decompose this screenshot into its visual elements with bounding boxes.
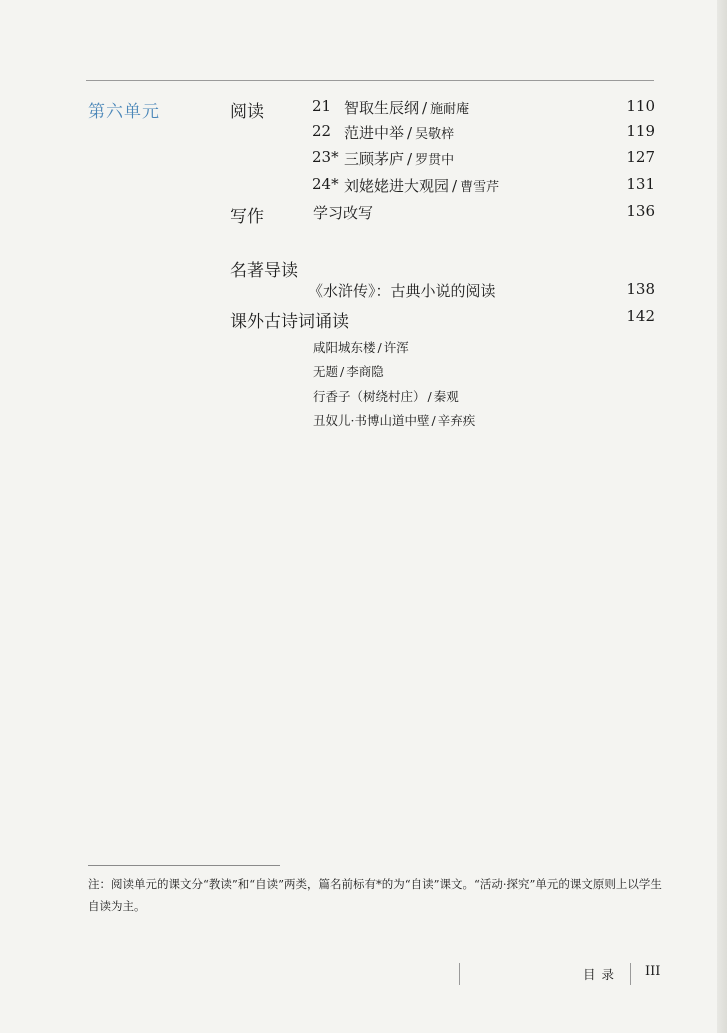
separator: / <box>377 340 382 355</box>
lesson-number: 21 <box>312 97 332 115</box>
top-rule <box>86 80 654 81</box>
lesson-author: 施耐庵 <box>430 102 470 117</box>
lesson-entry[interactable] <box>344 97 469 118</box>
separator: / <box>407 150 413 168</box>
poem-entry[interactable] <box>313 387 459 405</box>
lesson-entry[interactable] <box>344 122 454 143</box>
page-number: 119 <box>626 122 655 140</box>
lesson-number: 23* <box>312 148 339 166</box>
lesson-title: 三顾茅庐 <box>344 150 405 168</box>
separator: / <box>407 124 413 142</box>
writing-title[interactable]: 学习改写 <box>313 204 374 222</box>
lesson-title: 刘姥姥进大观园 <box>344 177 450 195</box>
lesson-title: 智取生辰纲 <box>344 99 420 117</box>
poem-title: 咸阳城东楼 <box>313 340 376 355</box>
footer-title: 目录 <box>583 967 621 982</box>
page-number: 131 <box>626 175 655 193</box>
poem-title: 丑奴儿·书博山道中壁 <box>313 413 430 428</box>
page-number: 138 <box>626 280 655 298</box>
poem-author: 许浑 <box>383 340 409 355</box>
lesson-author: 罗贯中 <box>415 153 455 168</box>
footnote: 注：阅读单元的课文分“教读”和“自读”两类，篇名前标有*的为“自读”课文。“活动·探究”单元的课文原则上以学生自读为主。 <box>88 877 662 913</box>
poem-author: 秦观 <box>433 389 459 404</box>
lesson-title: 范进中举 <box>344 124 405 142</box>
section-poetry: 课外古诗词诵读 <box>230 312 349 332</box>
section-writing: 写作 <box>230 207 264 227</box>
poem-title: 行香子（树绕村庄） <box>313 389 426 404</box>
poem-entry[interactable] <box>313 411 475 429</box>
classics-title[interactable]: 《水浒传》：古典小说的阅读 <box>308 282 496 300</box>
poem-title: 无题 <box>313 364 339 379</box>
poem-author: 辛弃疾 <box>437 413 476 428</box>
separator: / <box>427 389 432 404</box>
lesson-author: 吴敬梓 <box>415 127 455 142</box>
lesson-number: 24* <box>312 175 339 193</box>
poem-entry[interactable] <box>313 362 384 380</box>
footer-page-number: III <box>645 964 661 979</box>
page-number: 110 <box>626 97 655 115</box>
poem-entry[interactable] <box>313 338 409 356</box>
lesson-entry[interactable] <box>344 175 499 196</box>
page-edge <box>717 0 727 1033</box>
unit-label: 第六单元 <box>88 102 160 122</box>
footer-divider <box>459 963 460 985</box>
lesson-entry[interactable] <box>344 148 454 169</box>
section-reading: 阅读 <box>230 102 264 122</box>
section-classics: 名著导读 <box>230 261 298 281</box>
separator: / <box>452 177 458 195</box>
page-number: 142 <box>626 307 655 325</box>
poem-author: 李商隐 <box>346 364 384 379</box>
footer-divider <box>630 963 631 985</box>
separator: / <box>431 413 436 428</box>
lesson-number: 22 <box>312 122 332 140</box>
lesson-author: 曹雪芹 <box>460 180 500 195</box>
page-number: 127 <box>626 148 655 166</box>
page-number: 136 <box>626 202 655 220</box>
separator: / <box>340 364 345 379</box>
separator: / <box>422 99 428 117</box>
footnote-rule <box>88 865 280 866</box>
